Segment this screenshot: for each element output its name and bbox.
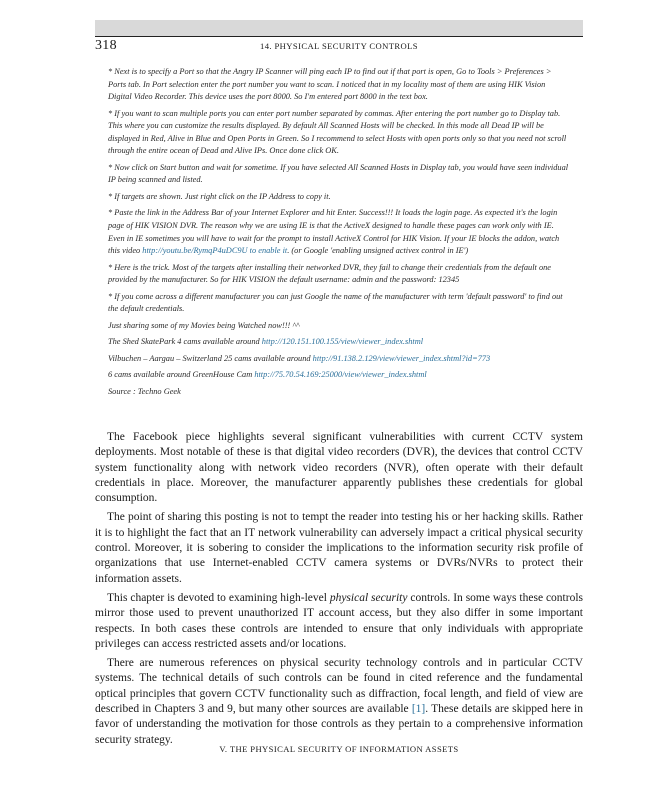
cam-link[interactable]: http://120.151.100.155/view/viewer_index.shtml bbox=[261, 337, 424, 347]
quote-paragraph bbox=[108, 336, 569, 349]
running-head: 14. PHYSICAL SECURITY CONTROLS bbox=[260, 41, 418, 51]
cam-link[interactable]: http://75.70.54.169:25000/view/viewer_index.shtml bbox=[254, 370, 427, 380]
quote-text: . (or Google 'enabling unsigned activex control in IE') bbox=[287, 246, 469, 256]
running-foot: V. THE PHYSICAL SECURITY OF INFORMATION ASSETS bbox=[219, 744, 459, 754]
quoted-posting bbox=[108, 66, 569, 403]
body-paragraph bbox=[95, 591, 583, 652]
body-text bbox=[95, 430, 583, 748]
body-text-span: This chapter is devoted to examining high-level bbox=[107, 591, 330, 604]
quote-paragraph: * Here is the trick. Most of the targets after installing their networked DVR, they fail to change their credentials from the default one provided by the manufacturer. So for HIK VISION the default username: admin and the password: 12345 bbox=[108, 262, 551, 285]
emphasis: physical security bbox=[329, 591, 408, 604]
body-text-span: controls. In some ways these controls mirror those used to prevent unauthorized IT account access, but they also differ in some important respects. In both cases these controls are intended to ensure that only individuals with appropriate privileges can access restricted assets and/or locations. bbox=[95, 591, 584, 650]
page-number: 318 bbox=[95, 38, 117, 53]
quote-paragraph: Just sharing some of my Movies being Watched now!!! ^^ bbox=[108, 320, 300, 330]
quote-source: Source : Techno Geek bbox=[108, 387, 181, 397]
citation-link[interactable]: [1] bbox=[411, 703, 426, 716]
quote-paragraph: * Now click on Start button and wait for sometime. If you have selected All Scanned Hosts in Display tab, you would have seen individual IP being scanned and listed. bbox=[108, 162, 569, 185]
quote-paragraph bbox=[108, 353, 569, 366]
quote-text: 6 cams available around GreenHouse Cam bbox=[108, 370, 255, 380]
quote-paragraph: * Next is to specify a Port so that the Angry IP Scanner will ping each IP to find out if that port is open, Go to Tools > Preferences > Ports tab. In Port selection enter the port number you want to scan. I noticed that in my locality most of them are using HIK Vision Digital Video Recorder. This device uses the port 8000. So I'm entered port 8000 in the text box. bbox=[108, 67, 552, 102]
header-rule bbox=[95, 36, 583, 37]
quote-paragraph: * If you come across a different manufacturer you can just Google the name of the manufacturer with term 'default password' to find out the default credentials. bbox=[108, 291, 563, 314]
quote-paragraph: * If targets are shown. Just right click on the IP Address to copy it. bbox=[108, 191, 331, 201]
quote-paragraph bbox=[108, 207, 569, 257]
quote-paragraph bbox=[108, 369, 569, 382]
quote-paragraph: * If you want to scan multiple ports you can enter port number separated by commas. After entering the port number go to Display tab. This where you can customize the results displayed. By default All Scanned Hosts will be checked. In this mode all Dead IP will be displayed in Red, Alive in Blue and Open Ports in Green. So I recommend to select Hosts with open ports only so that you need not scroll through the entire ocean of Dead and Alive IPs. Once done click OK. bbox=[108, 108, 567, 156]
cam-link[interactable]: http://91.138.2.129/view/viewer_index.shtml?id=773 bbox=[312, 353, 491, 363]
quote-text: Vilbuchen – Aargau – Switzerland 25 cams available around bbox=[108, 353, 313, 363]
quote-text: The Shed SkatePark 4 cams available around bbox=[108, 337, 262, 347]
quote-text: * Paste the link in the Address Bar of your Internet Explorer and hit Enter. Success!!! It loads the login page. As expected it's the login page of HIK VISION DVR. The reason why we are using IE is that the ActiveX designed to handle these pages can work only with IE. Even in IE sometimes you will have to wait for the prompt to install ActiveX Control for HIK Vision. If your IE blocks the addon, watch this video bbox=[108, 208, 560, 256]
body-text-span: There are numerous references on physical security technology controls and in particular CCTV systems. The technical details of such controls can be found in cited reference and the fundamental optical principles that govern CCTV functionality such as diffraction, focal length, and field of view are described in Chapters 3 and 9, but many other sources are available bbox=[95, 657, 583, 716]
body-text-span: . These details are skipped here in favor of understanding the motivation for those controls as they pertain to a comprehensive information security strategy. bbox=[95, 703, 583, 746]
video-link[interactable]: http://youtu.be/RymqP4uDC9U to enable it bbox=[142, 246, 288, 256]
body-paragraph: The point of sharing this posting is not to tempt the reader into testing his or her hacking skills. Rather it is to highlight the fact that an IT network vulnerability can adversely impact a critical physical security control. Moreover, it is sobering to consider the implications to the information security risk profile of organizations that use Internet-enabled CCTV camera systems or DVRs/NVRs to protect their information assets. bbox=[95, 511, 583, 585]
body-paragraph: The Facebook piece highlights several significant vulnerabilities with current CCTV system deployments. Most notable of these is that digital video recorders (DVR), the devices that control CCTV system functionality along with network video recorders (NVR), often operate with their default credentials in place. Moreover, the manufacturer apparently publishes these credentials for global consumption. bbox=[95, 431, 583, 505]
top-band bbox=[95, 20, 583, 36]
body-paragraph bbox=[95, 656, 583, 748]
